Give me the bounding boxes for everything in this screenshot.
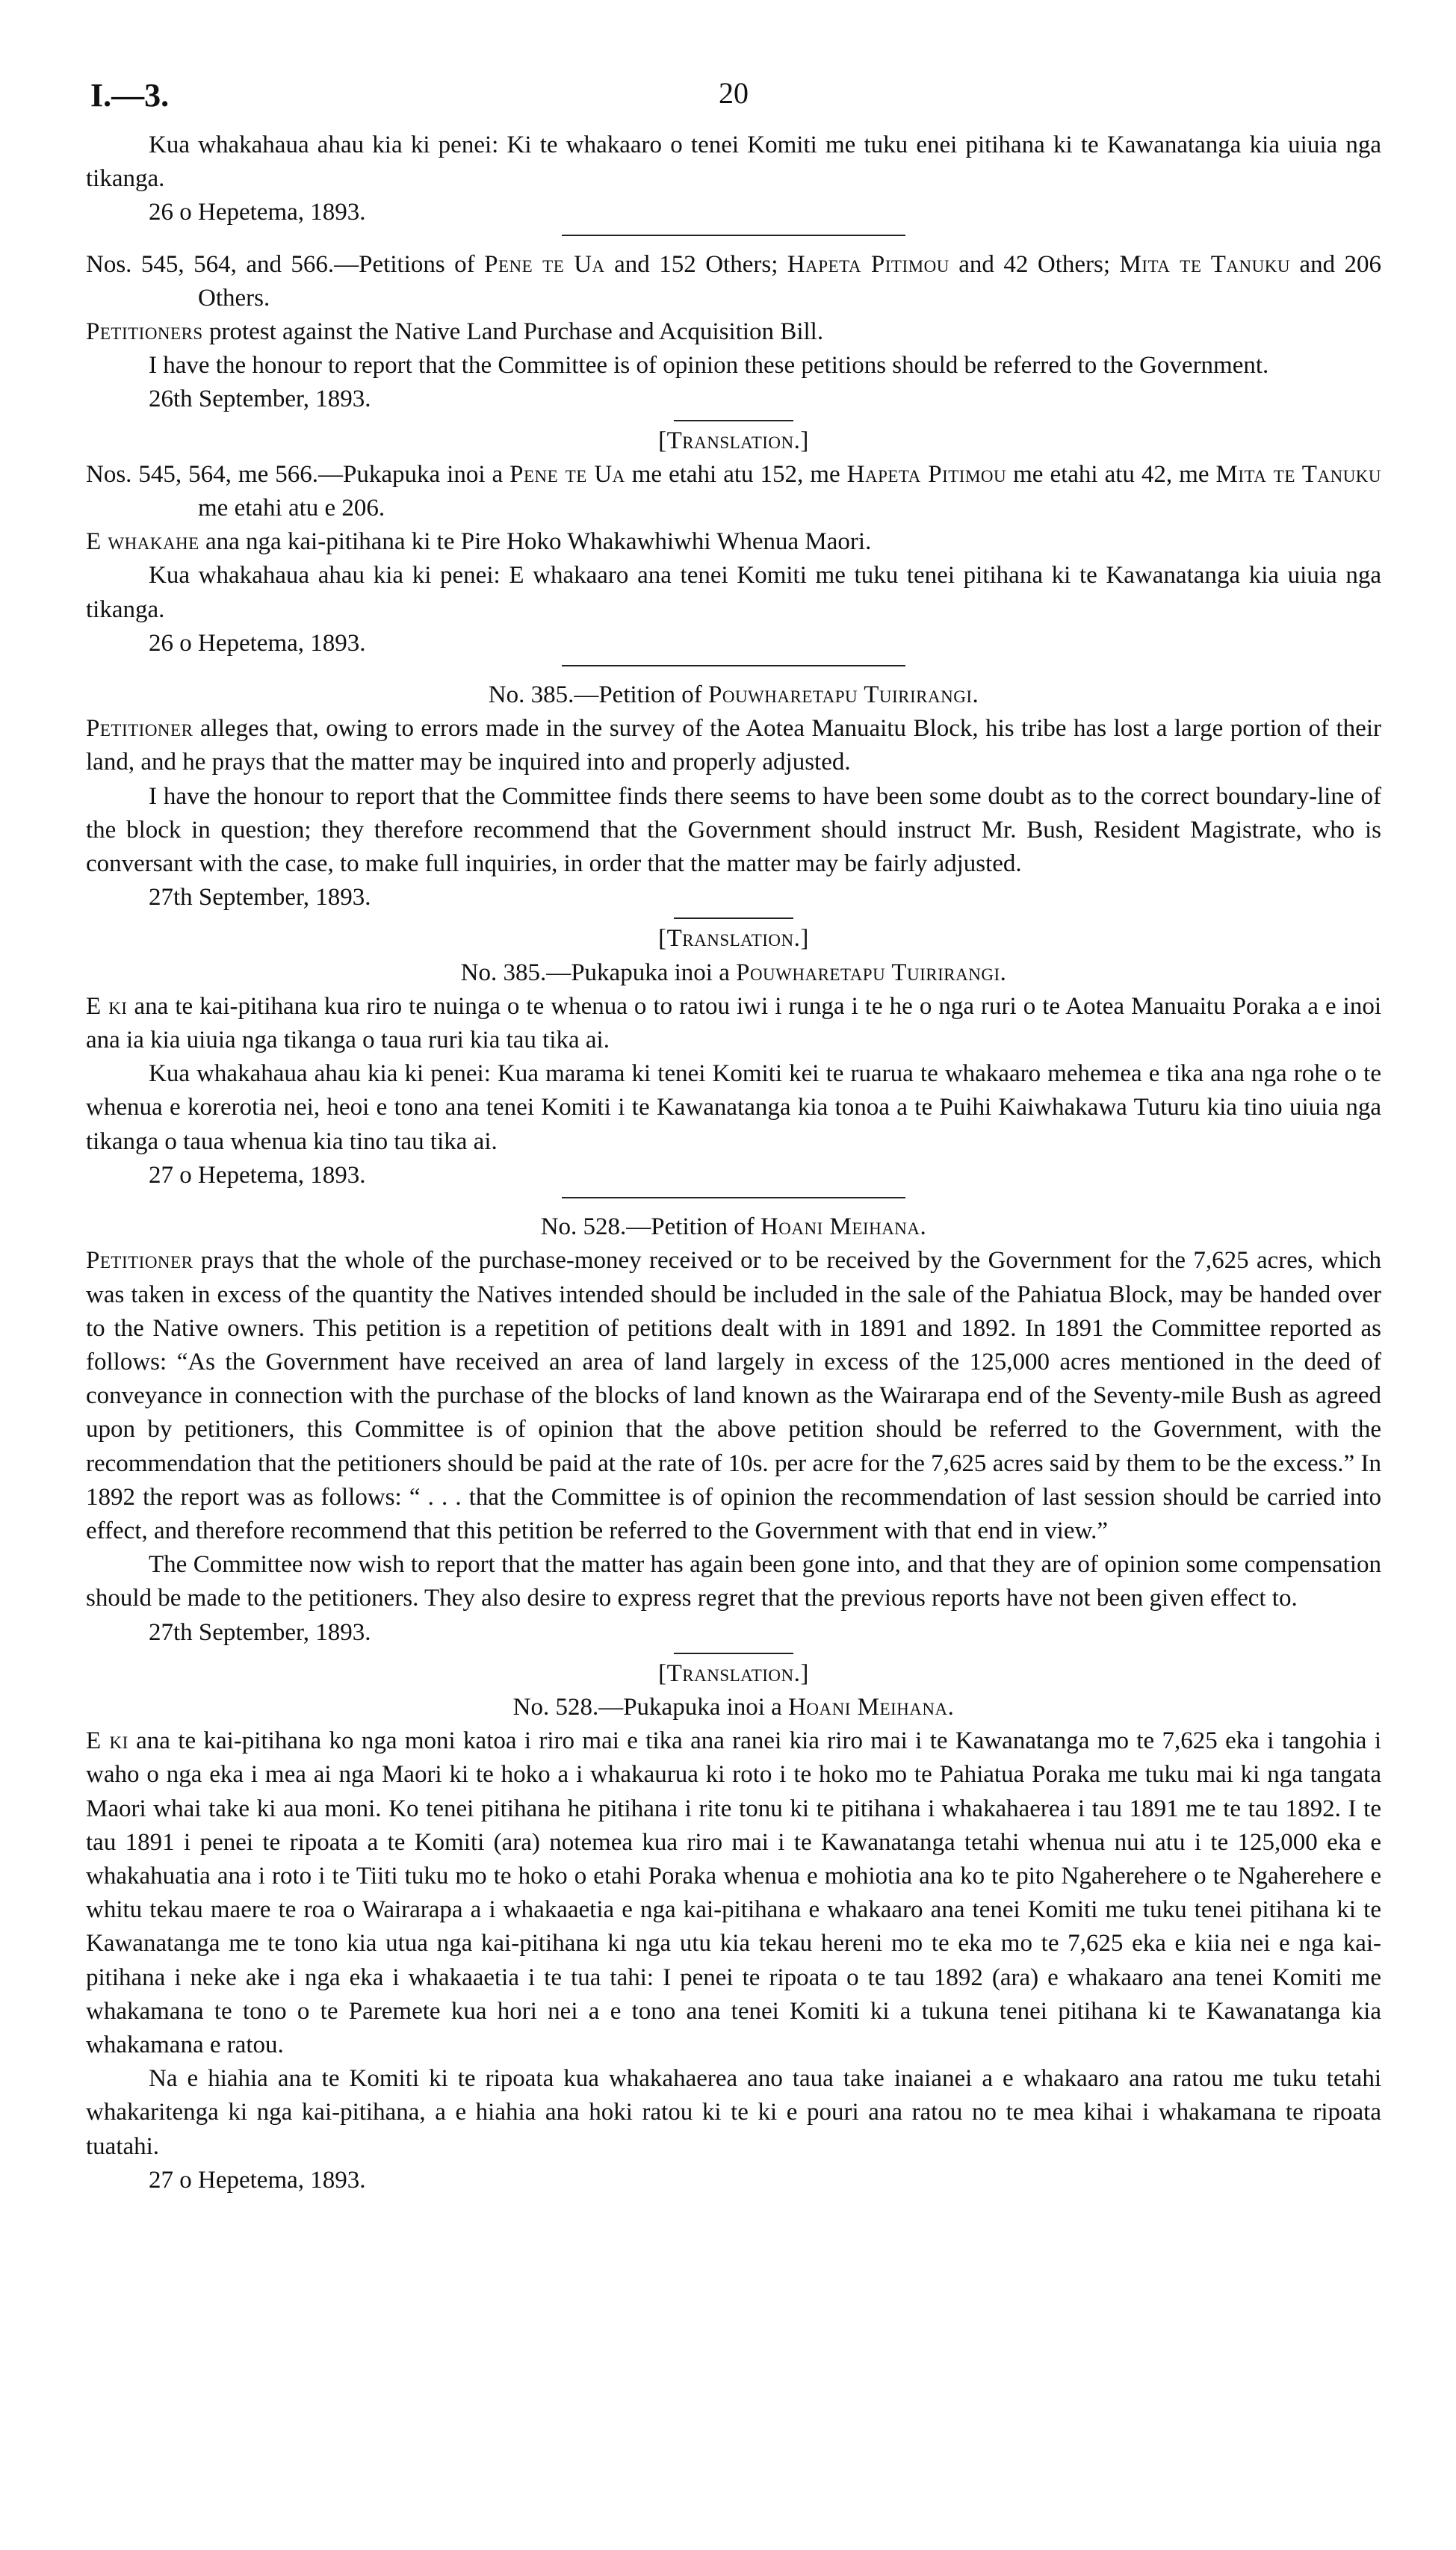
petition-heading-385: No. 385.—Petition of Pouwharetapu Tuirirangi.	[488, 681, 979, 709]
petition-summary-385-maori: E ki ana te kai-pitihana kua riro te nuinga o te whenua o to ratou iwi i runga i te he o nga ruri o te Aotea Manuaitu Poraka a e inoi ana ia kia uiuia nga tikanga o taua ruri kia tau tika ai.	[86, 992, 1381, 1054]
petition-heading-545-maori: Nos. 545, 564, me 566.—Pukapuka inoi a Pene te Ua me etahi atu 152, me Hapeta Pitimou me etahi atu 42, me Mita te Tanuku me etahi atu e 206.	[86, 460, 1382, 522]
short-divider	[674, 917, 793, 919]
report-date-545: 26th September, 1893.	[149, 386, 371, 413]
petition-heading-528: No. 528.—Petition of Hoani Meihana.	[540, 1213, 927, 1241]
section-divider	[562, 1197, 905, 1198]
short-divider	[674, 1653, 793, 1654]
committee-report-385: I have the honour to report that the Committee finds there seems to have been some doubt as to the correct boundary-line of the block in question; they therefore recommend that the Government should instruct Mr. Bush, Resident Magistrate, who is conversant with the case, to make full inquiries, in order that the matter may be fairly adjusted.	[86, 782, 1381, 878]
petition-heading-385-maori: No. 385.—Pukapuka inoi a Pouwharetapu Tuirirangi.	[460, 959, 1007, 986]
petition-summary-528-maori: E ki ana te kai-pitihana ko nga moni katoa i riro mai e tika ana ranei kia riro mai i te Kawanatanga mo te 7,625 eka i tangohia i waho o nga eka i mea ai nga Maori ki te hoko a i whakaurua ki roto i te hoko mo te Pahiatua Poraka me tuku mai ki nga tangata Maori whai take ki aua moni. Ko tenei pitihana he pitihana i rite tonu ki te pitihana i whakahaerea i tau 1891 me te tau 1892. I te tau 1891 i penei te ripoata a te Komiti (ara) notemea kua riro mai i te Kawanatanga tetahi whenua nui atu i te 125,000 eka e whakahuatia ana i roto i te Tiiti tuku mo te hoko o etahi Poraka whenua e mohiotia ana ko te pito Ngaherehere o te Ngaherehere e whitu tekau maere te roa o Wairarapa a i whakaaetia e nga kai-pitihana e whakaaro ana tenei Komiti me tuku tenei pitihana ki te Kawanatanga me te tono kia utua nga kai-pitihana ki nga utu kia tekau hereni mo te eka mo te 7,625 eka e kiia nei e nga kai-pitihana i neke ake i nga eka i whakaaetia i te tua tahi: I penei te ripoata o te tau 1892 (ara) e whakaaro ana tenei Komiti me whakamana te tono o te Paremete kua hori nei a e tono ana tenei Komiti ki a tukuna tenei pitihana ki te Kawanatanga kia whakamana e ratou.	[86, 1727, 1381, 2058]
committee-report-528-maori: Na e hiahia ana te Komiti ki te ripoata kua whakahaerea ano taua take inaianei a e whakaaro ana ratou me tuku tetahi whakaritenga ki nga kai-pitihana, a e hiahia ana hoki ratou ki te ki e pouri ana ratou no te mea kihai i whakamana te ripoata tuatahi.	[86, 2065, 1381, 2160]
report-date-385: 27th September, 1893.	[149, 884, 371, 912]
translation-label-385: [Translation.]	[658, 925, 809, 953]
petition-summary-528: Petitioner prays that the whole of the purchase-money received or to be received by the Government for the 7,625 acres, which was taken in excess of the quantity the Natives intended should be included in the sale of the Pahiatua Block, may be handed over to the Native owners. This petition is a repetition of petitions dealt with in 1891 and 1892. In 1891 the Committee reported as follows: “As the Government have received an area of land largely in excess of the 125,000 acres mentioned in the deed of conveyance in connection with the purchase of the blocks of land known as the Wairarapa end of the Seventy-mile Bush as agreed upon by petitioners, this Committee is of opinion that the above petition should be referred to the Government, with the recommendation that the petitioners should be paid at the rate of 10s. per acre for the 7,625 acres said by them to be the excess.” In 1892 the report was as follows: “ . . . that the Committee is of opinion the recommendation of last session should be carried into effect, and therefore recommend that this petition be referred to the Government with that end in view.”	[86, 1247, 1381, 1544]
petition-summary-545: Petitioners protest against the Native Land Purchase and Acquisition Bill.	[86, 318, 824, 346]
paper-reference: I.—3.	[90, 77, 170, 114]
section-divider	[562, 235, 905, 236]
top-report-paragraph: Kua whakahaua ahau kia ki penei: Ki te whakaaro o tenei Komiti me tuku enei pitihana ki te Kawanatanga kia uiuia nga tikanga.	[86, 131, 1381, 193]
petition-heading-528-maori: No. 528.—Pukapuka inoi a Hoani Meihana.	[512, 1693, 955, 1721]
report-date-528: 27th September, 1893.	[149, 1618, 371, 1646]
committee-report-545: I have the honour to report that the Committee is of opinion these petitions should be referred to the Government.	[149, 352, 1269, 380]
report-date-385-maori: 27 o Hepetema, 1893.	[149, 1161, 366, 1189]
committee-report-385-maori: Kua whakahaua ahau kia ki penei: Kua marama ki tenei Komiti kei te ruarua te whakaaro mehemea e tika ana nga rohe o te whenua e korerotia nei, heoi e tono ana tenei Komiti i te Kawanatanga kia tonoa a te Puihi Kaiwhakawa Tuturu kia tino uiuia nga tikanga o taua whenua kia tino tau tika ai.	[86, 1060, 1381, 1155]
translation-label-528: [Translation.]	[658, 1659, 809, 1687]
report-date-545-maori: 26 o Hepetema, 1893.	[149, 629, 366, 657]
top-date: 26 o Hepetema, 1893.	[149, 199, 366, 226]
translation-label-545: [Translation.]	[658, 427, 809, 454]
short-divider	[674, 420, 793, 421]
petition-summary-545-maori: E whakahe ana nga kai-pitihana ki te Pire Hoko Whakawhiwhi Whenua Maori.	[86, 528, 872, 556]
page-header	[86, 73, 1381, 120]
petition-summary-385: Petitioner alleges that, owing to errors made in the survey of the Aotea Manuaitu Block, his tribe has lost a large portion of their land, and he prays that the matter may be inquired into and properly adjusted.	[86, 715, 1381, 776]
petition-heading-545: Nos. 545, 564, and 566.—Petitions of Pene te Ua and 152 Others; Hapeta Pitimou and 42 Others; Mita te Tanuku and 206 Others.	[86, 250, 1382, 312]
report-date-528-maori: 27 o Hepetema, 1893.	[149, 2166, 366, 2194]
section-divider	[562, 665, 905, 666]
committee-report-545-maori: Kua whakahaua ahau kia ki penei: E whakaaro ana tenei Komiti me tuku tenei pitihana ki te Kawanatanga kia uiuia nga tikanga.	[86, 562, 1381, 623]
committee-report-528: The Committee now wish to report that the matter has again been gone into, and that they are of opinion some compensation should be made to the petitioners. They also desire to express regret that the previous reports have not been given effect to.	[86, 1551, 1381, 1612]
page-number: 20	[719, 76, 749, 110]
